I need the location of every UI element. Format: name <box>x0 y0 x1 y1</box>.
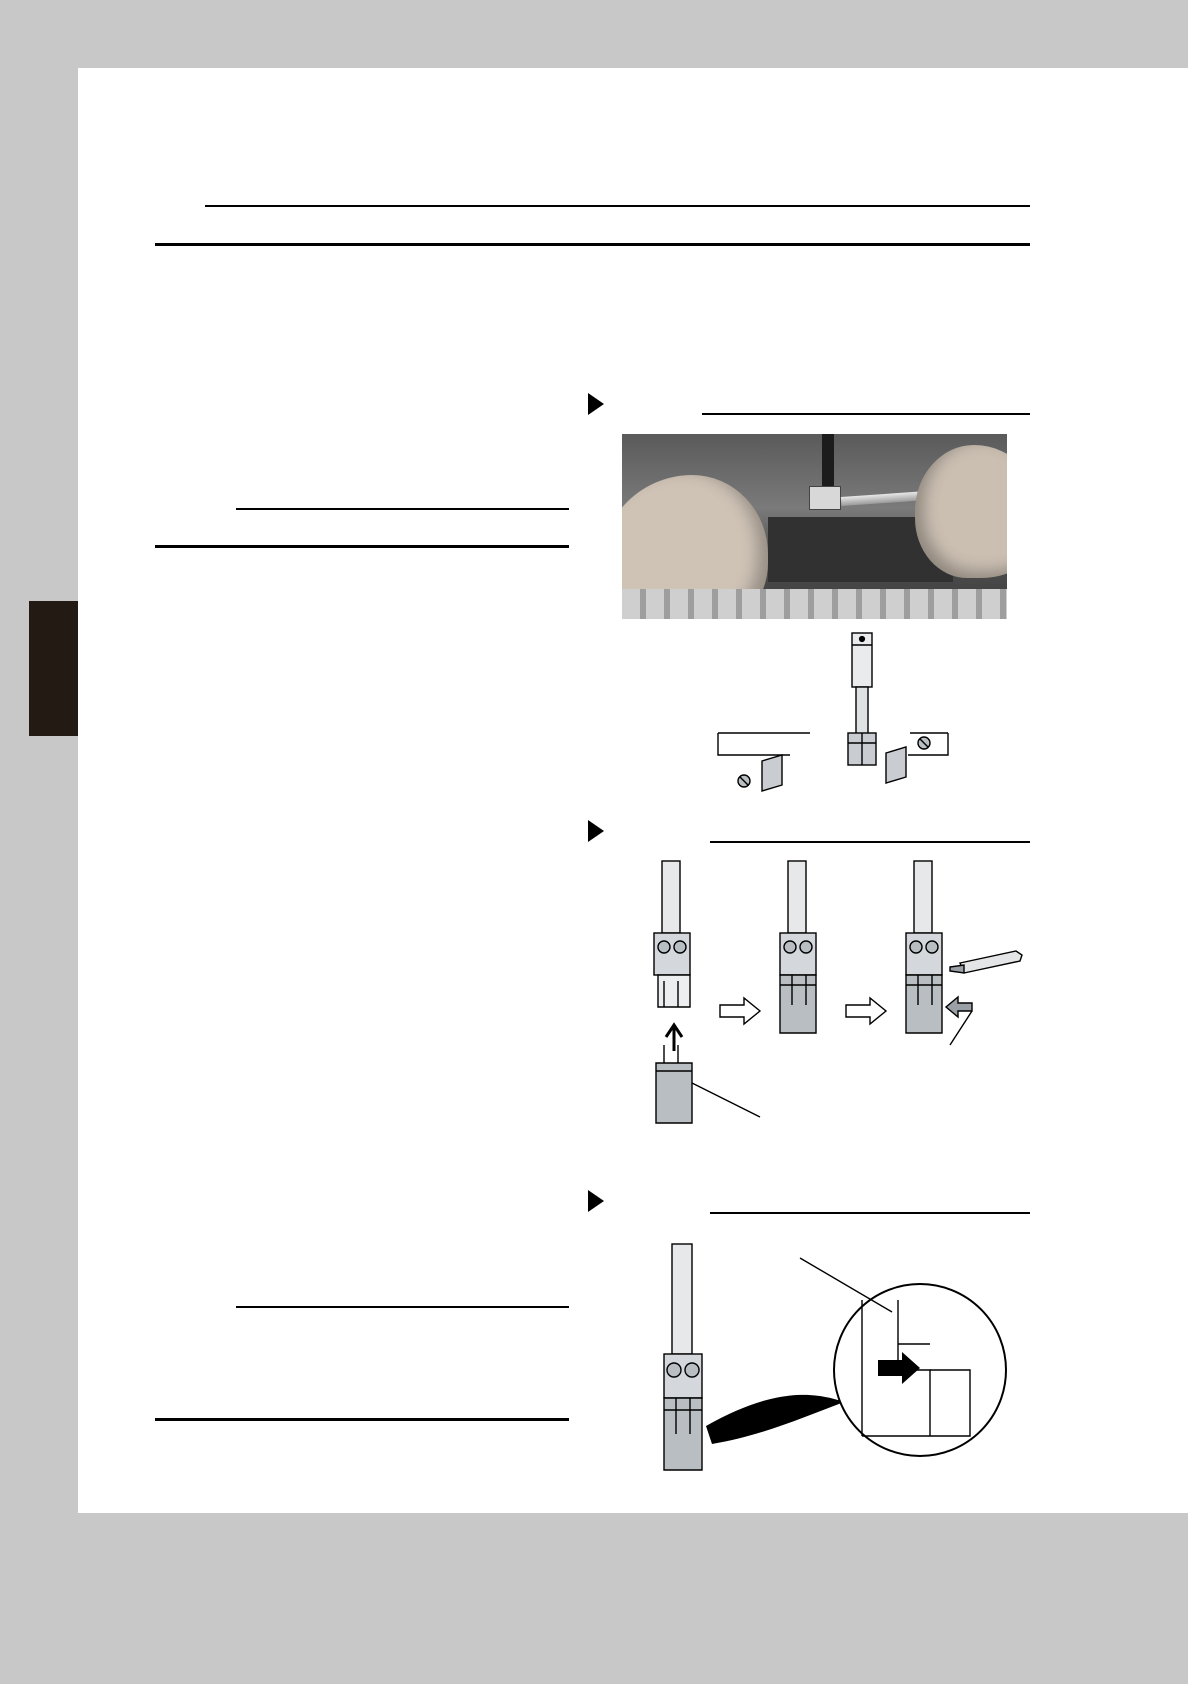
figure-photo-tool-change <box>622 434 1007 619</box>
figure-rule-1 <box>702 413 1030 415</box>
figure-exploded-clamp <box>700 625 1040 805</box>
heading-rule-top-thick <box>155 243 1030 246</box>
figure-rule-2 <box>710 841 1030 843</box>
triangle-right-icon <box>588 393 604 415</box>
photo-worktable-slots <box>622 589 1007 619</box>
section-rule-left-thin-2 <box>236 1306 569 1308</box>
figure-rule-3 <box>710 1212 1030 1214</box>
photo-spindle <box>822 434 834 493</box>
section-rule-left-thick <box>155 545 569 548</box>
triangle-right-icon <box>588 820 604 842</box>
section-rule-left-thick-2 <box>155 1418 569 1421</box>
chapter-thumb-tab <box>29 601 78 736</box>
heading-rule-top-thin <box>205 205 1030 207</box>
section-rule-left-thin <box>236 508 569 510</box>
figure-detail-callout <box>630 1240 1030 1505</box>
figure-assembly-steps <box>620 855 1030 1165</box>
triangle-right-icon <box>588 1190 604 1212</box>
photo-tool-holder <box>809 486 841 510</box>
